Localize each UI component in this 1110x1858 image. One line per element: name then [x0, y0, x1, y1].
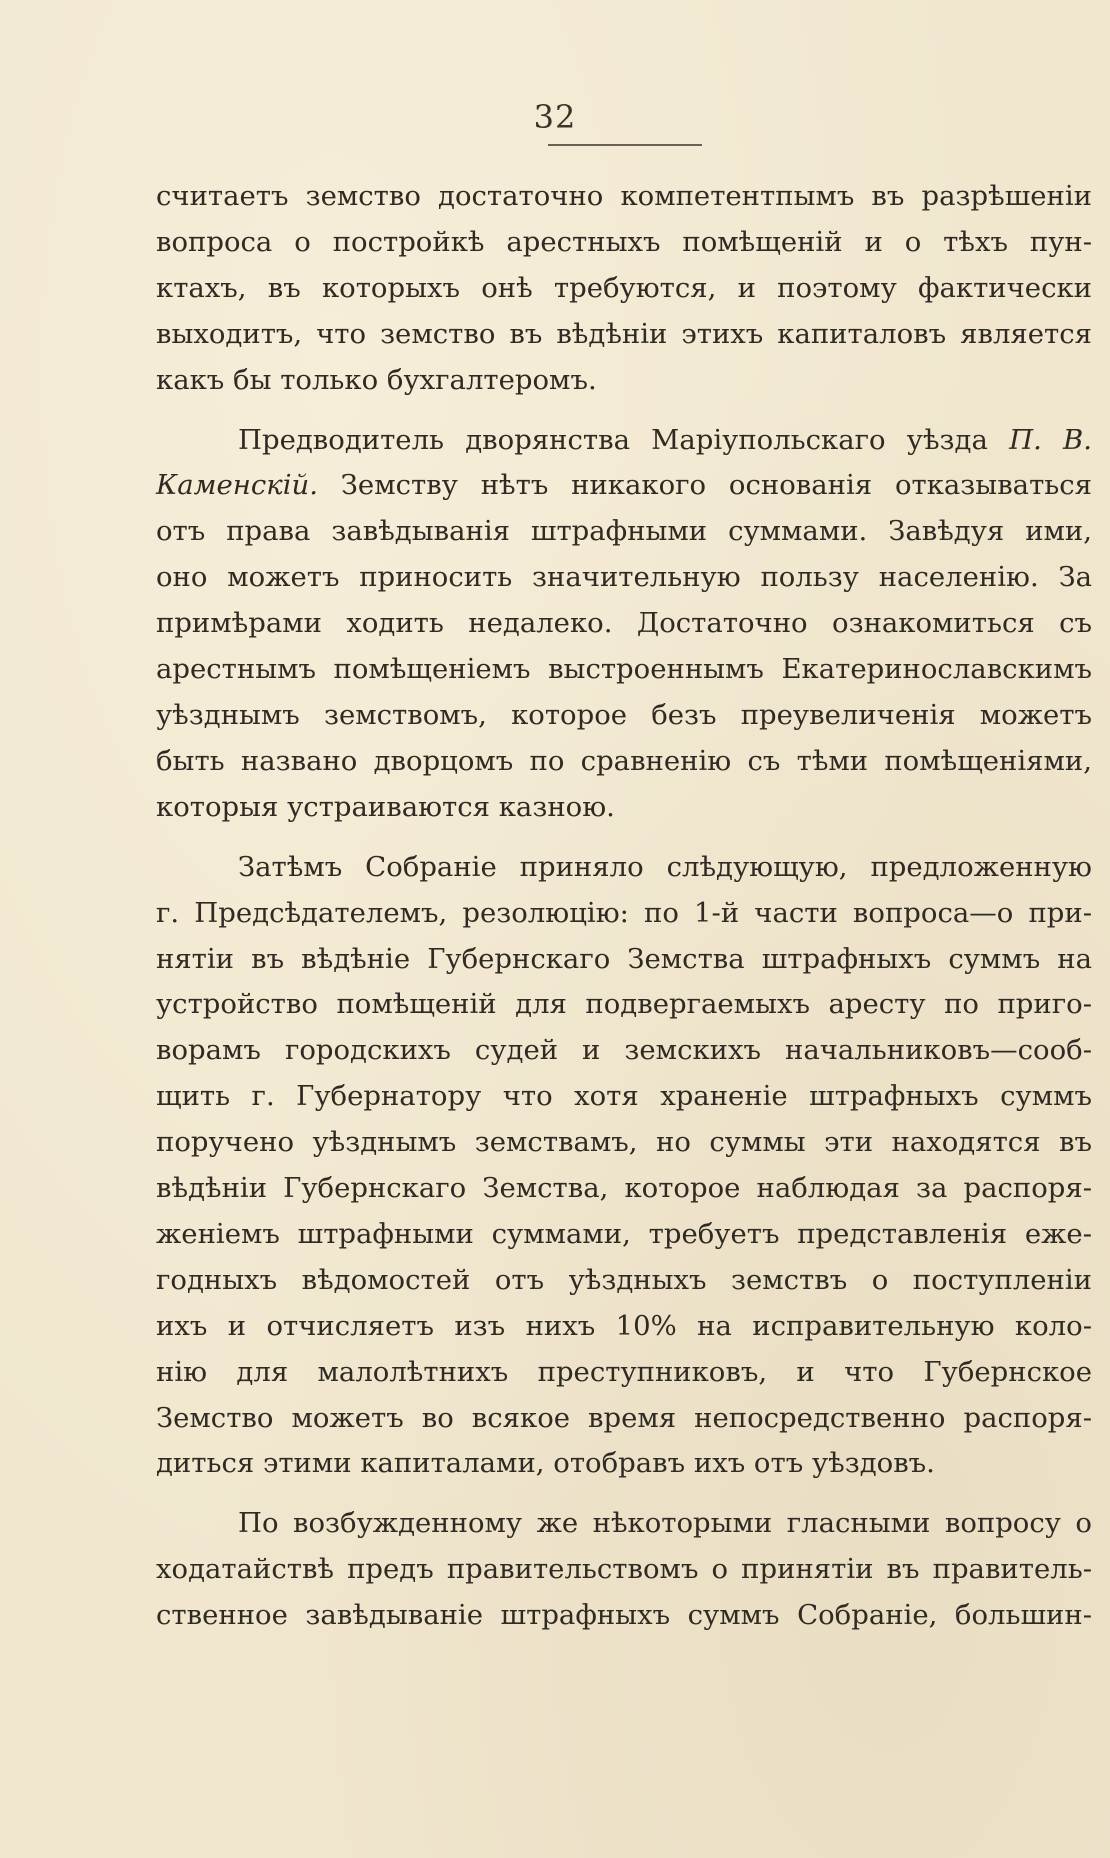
- text-line: арестнымъ помѣщеніемъ выстроеннымъ Екатеринославскимъ: [156, 653, 1092, 686]
- text-line: женіемъ штрафными суммами, требуетъ представленія еже-: [156, 1217, 1092, 1250]
- page-number-rule: [548, 144, 702, 146]
- text-line: ственное завѣдываніе штрафныхъ суммъ Собраніе, большин-: [156, 1599, 1092, 1632]
- text-line: [156, 418, 1092, 464]
- speaker-surname: Каменскій.: [156, 469, 318, 502]
- text-line: поручено уѣзднымъ земствамъ, но суммы эти находятся въ: [156, 1126, 1092, 1159]
- text-line: отъ права завѣдыванія штрафными суммами. Завѣдуя ими,: [156, 515, 1092, 548]
- text-line: ходатайствѣ предъ правительствомъ о принятіи въ правитель-: [156, 1553, 1092, 1586]
- page-number: 32: [533, 98, 577, 136]
- text-line: примѣрами ходить недалеко. Достаточно ознакомиться съ: [156, 607, 1092, 640]
- text-line: нію для малолѣтнихъ преступниковъ, и что Губернское: [156, 1355, 1092, 1388]
- text-line: годныхъ вѣдомостей отъ уѣздныхъ земствъ о поступленіи: [156, 1263, 1092, 1296]
- text-line: нятіи въ вѣдѣніе Губернскаго Земства штрафныхъ суммъ на: [156, 942, 1092, 975]
- paragraph-4: [156, 1501, 1092, 1639]
- paragraph-3: [156, 845, 1092, 1488]
- text-line: По возбужденному же нѣкоторыми гласными вопросу о: [238, 1507, 1092, 1540]
- text-line: выходитъ, что земство въ вѣдѣніи этихъ капиталовъ является: [156, 317, 1092, 350]
- text-line: ктахъ, въ которыхъ онѣ требуются, и поэтому фактически: [156, 271, 1092, 304]
- text-line: диться этими капиталами, отобравъ ихъ отъ уѣздовъ.: [156, 1447, 935, 1480]
- text-line: г. Предсѣдателемъ, резолюцію: по 1-й части вопроса—о при-: [156, 896, 1092, 929]
- text-run: Земству нѣтъ никакого основанія отказываться: [340, 469, 1093, 502]
- text-line: ихъ и отчисляетъ изъ нихъ 10% на исправительную коло-: [156, 1309, 1092, 1342]
- paragraph-2: [156, 418, 1092, 831]
- text-line: считаетъ земство достаточно компетентпымъ въ разрѣшеніи: [156, 180, 1092, 212]
- text-line: щить г. Губернатору что хотя храненіе штрафныхъ суммъ: [156, 1080, 1092, 1113]
- paragraph-1: [156, 174, 1092, 404]
- text-line: которыя устраиваются казною.: [156, 790, 615, 823]
- text-line: Затѣмъ Собраніе приняло слѣдующую, предложенную: [238, 850, 1092, 883]
- text-line: какъ бы только бухгалтеромъ.: [156, 363, 597, 396]
- text-line: вѣдѣніи Губернскаго Земства, которое наблюдая за распоря-: [156, 1172, 1092, 1205]
- text-line: устройство помѣщеній для подвергаемыхъ аресту по приго-: [156, 988, 1092, 1021]
- text-line: Земство можетъ во всякое время непосредственно распоря-: [156, 1401, 1092, 1434]
- text-line: [156, 463, 1092, 509]
- body-text: [156, 174, 1092, 1639]
- text-line: быть названо дворцомъ по сравненію съ тѣми помѣщеніями,: [156, 744, 1092, 777]
- text-line: оно можетъ приносить значительную пользу населенію. За: [156, 561, 1092, 594]
- text-line: уѣзднымъ земствомъ, которое безъ преувеличенія можетъ: [156, 698, 1092, 731]
- speaker-initials: П. В.: [1009, 423, 1092, 456]
- text-run: Предводитель дворянства Маріупольскаго уѣзда: [238, 423, 988, 456]
- text-line: вопроса о постройкѣ арестныхъ помѣщеній и о тѣхъ пун-: [156, 225, 1092, 258]
- text-line: ворамъ городскихъ судей и земскихъ начальниковъ—сооб-: [156, 1034, 1092, 1067]
